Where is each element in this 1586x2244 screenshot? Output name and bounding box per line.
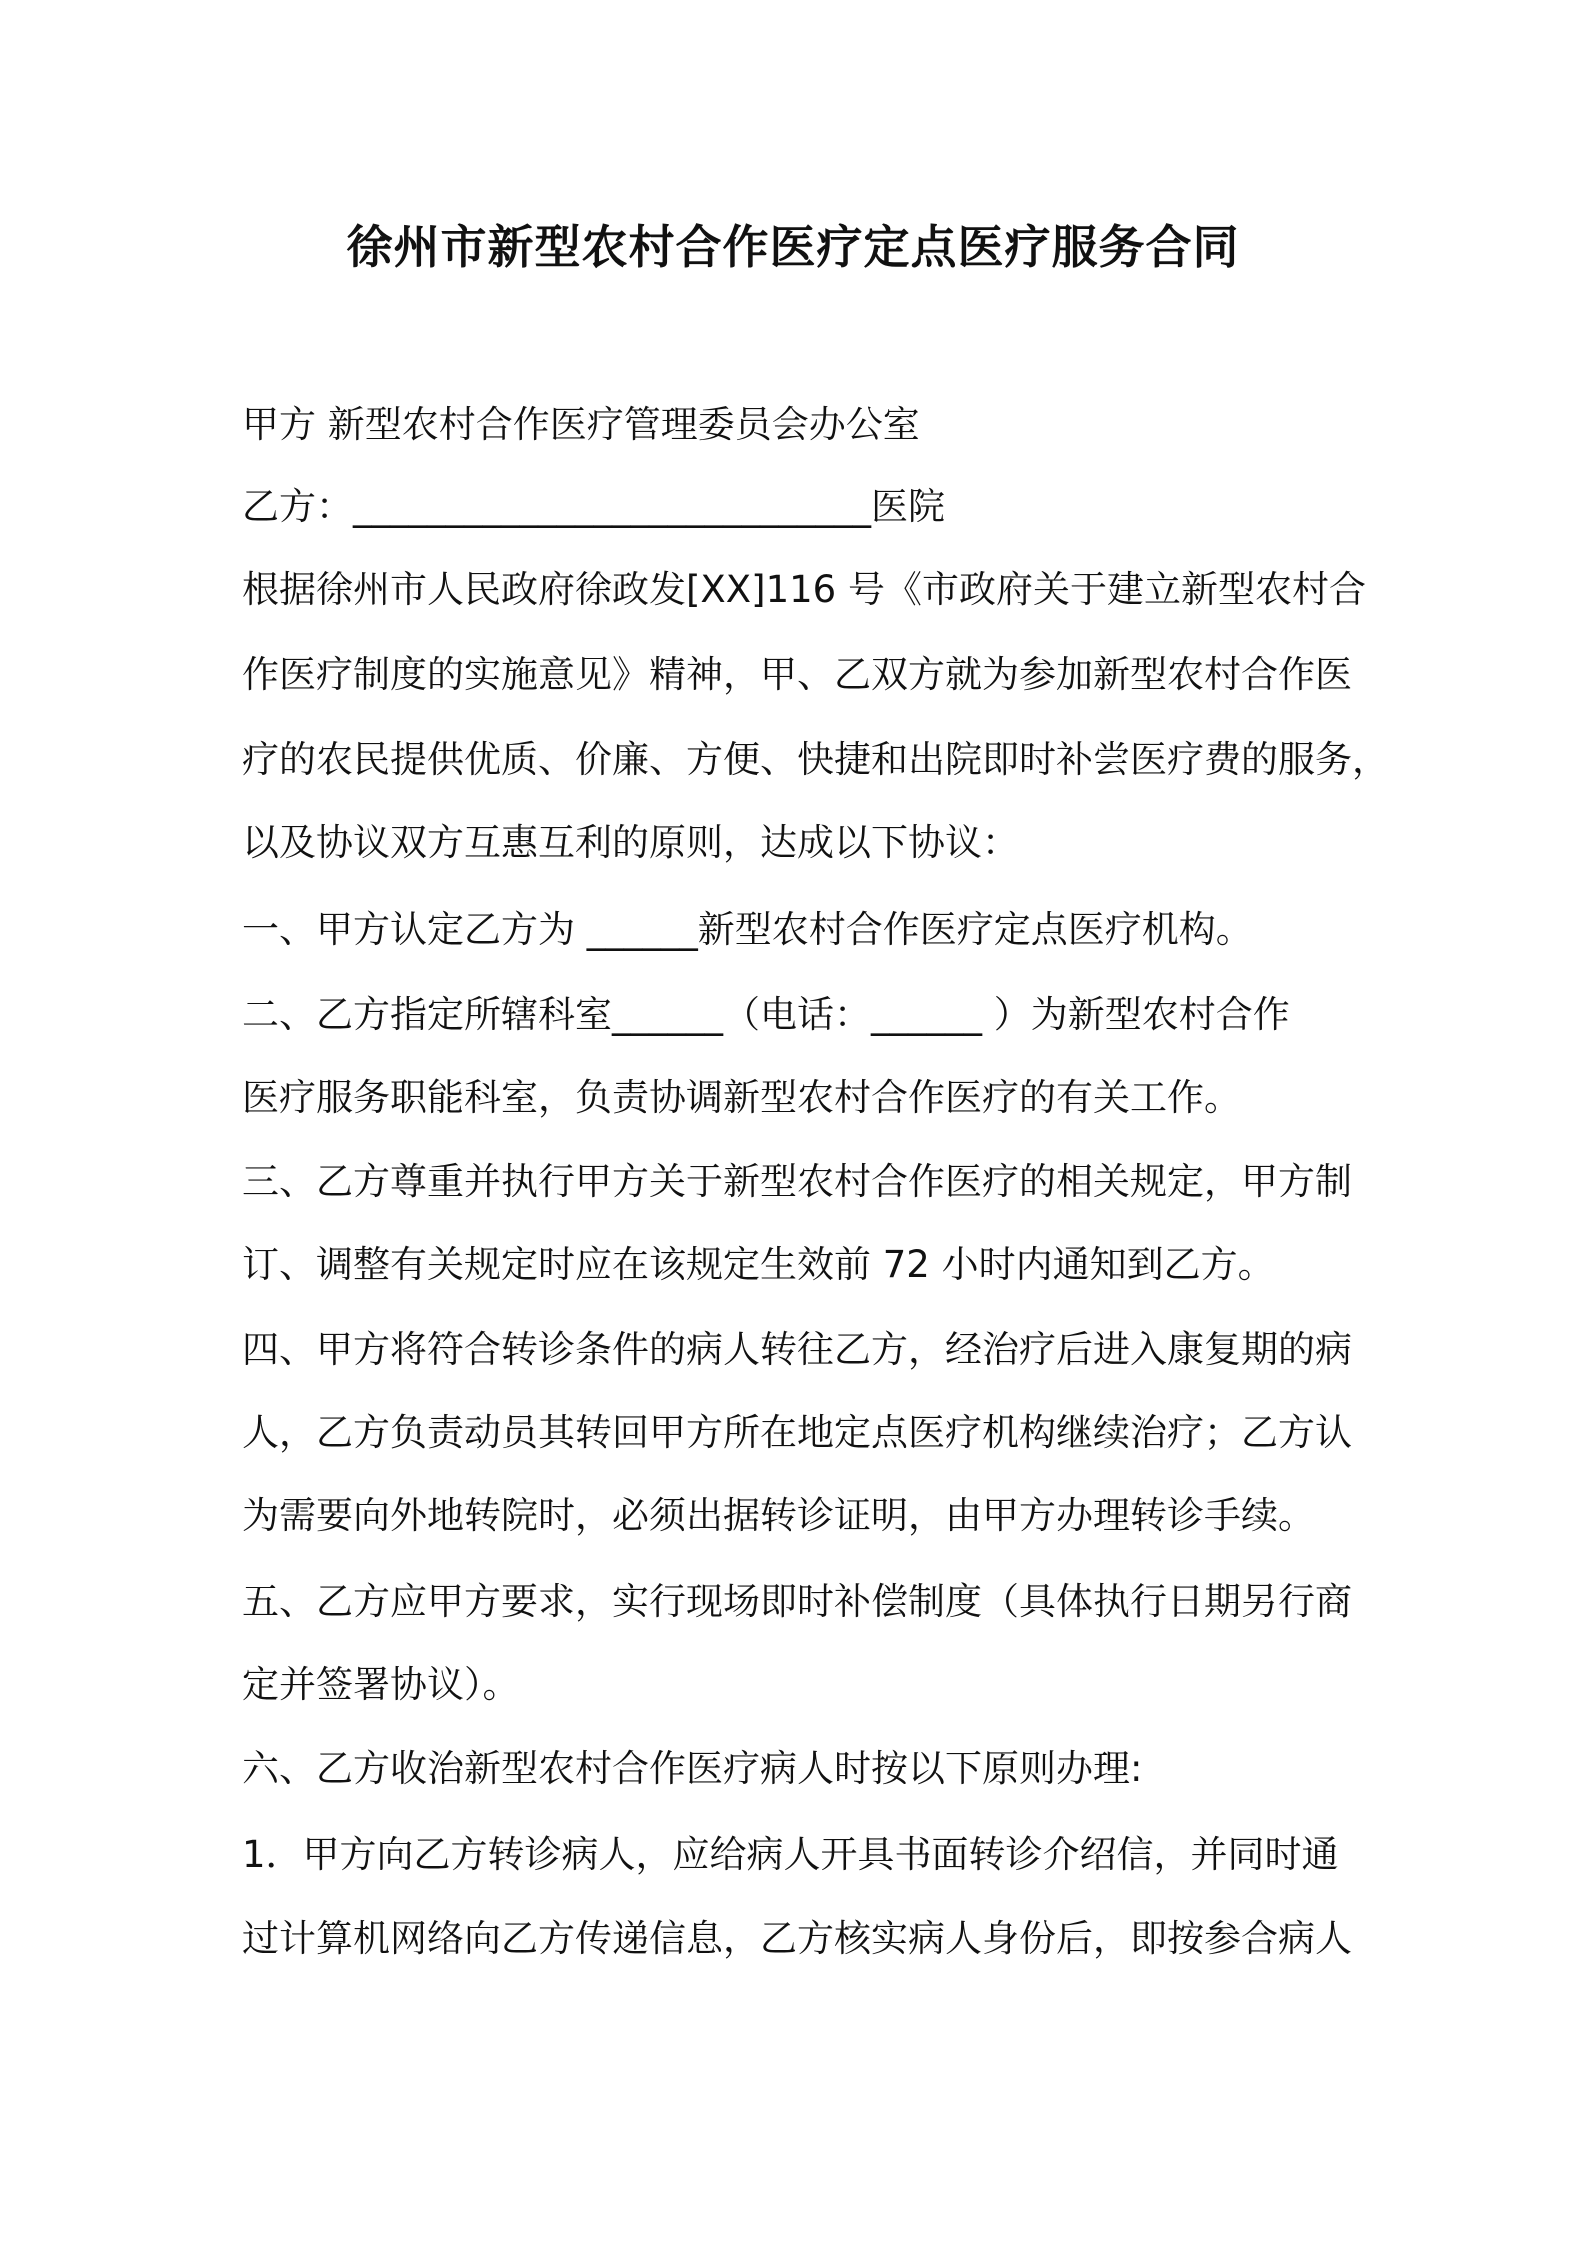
clause-5-line: 五、乙方应甲方要求，实行现场即时补偿制度（具体执行日期另行商 — [242, 1580, 1352, 1623]
clause-3-line: 三、乙方尊重并执行甲方关于新型农村合作医疗的相关规定，甲方制 — [242, 1160, 1352, 1203]
preamble-line: 以及协议双方互惠互利的原则，达成以下协议： — [242, 821, 1019, 864]
clause-6-line: 六、乙方收治新型农村合作医疗病人时按以下原则办理: — [242, 1747, 1143, 1790]
party-a-line: 甲方 新型农村合作医疗管理委员会办公室 — [242, 403, 920, 446]
clause-2-line: 医疗服务职能科室，负责协调新型农村合作医疗的有关工作。 — [242, 1076, 1241, 1119]
clause-6-item-1-line: 1．甲方向乙方转诊病人，应给病人开具书面转诊介绍信，并同时通 — [242, 1833, 1339, 1876]
clause-4-line: 人，乙方负责动员其转回甲方所在地定点医疗机构继续治疗；乙方认 — [242, 1411, 1352, 1454]
clause-4-line: 为需要向外地转院时，必须出据转诊证明，由甲方办理转诊手续。 — [242, 1494, 1315, 1537]
clause-2-line: 二、乙方指定所辖科室______（电话：______ ）为新型农村合作 — [242, 993, 1290, 1036]
preamble-line: 作医疗制度的实施意见》精神，甲、乙双方就为参加新型农村合作医 — [242, 653, 1352, 696]
document-title: 徐州市新型农村合作医疗定点医疗服务合同 — [346, 220, 1240, 274]
preamble-line: 根据徐州市人民政府徐政发[XX]116 号《市政府关于建立新型农村合 — [242, 568, 1366, 611]
party-b-line: 乙方：____________________________医院 — [242, 485, 945, 528]
clause-6-item-1-line: 过计算机网络向乙方传递信息，乙方核实病人身份后，即按参合病人 — [242, 1917, 1352, 1960]
clause-4-line: 四、甲方将符合转诊条件的病人转往乙方，经治疗后进入康复期的病 — [242, 1328, 1352, 1371]
clause-3-line: 订、调整有关规定时应在该规定生效前 72 小时内通知到乙方。 — [242, 1243, 1275, 1286]
clause-5-line: 定并签署协议）。 — [242, 1663, 520, 1706]
clause-1-line: 一、甲方认定乙方为 ______新型农村合作医疗定点医疗机构。 — [242, 908, 1253, 951]
preamble-line: 疗的农民提供优质、价廉、方便、快捷和出院即时补尝医疗费的服务， — [242, 738, 1389, 781]
